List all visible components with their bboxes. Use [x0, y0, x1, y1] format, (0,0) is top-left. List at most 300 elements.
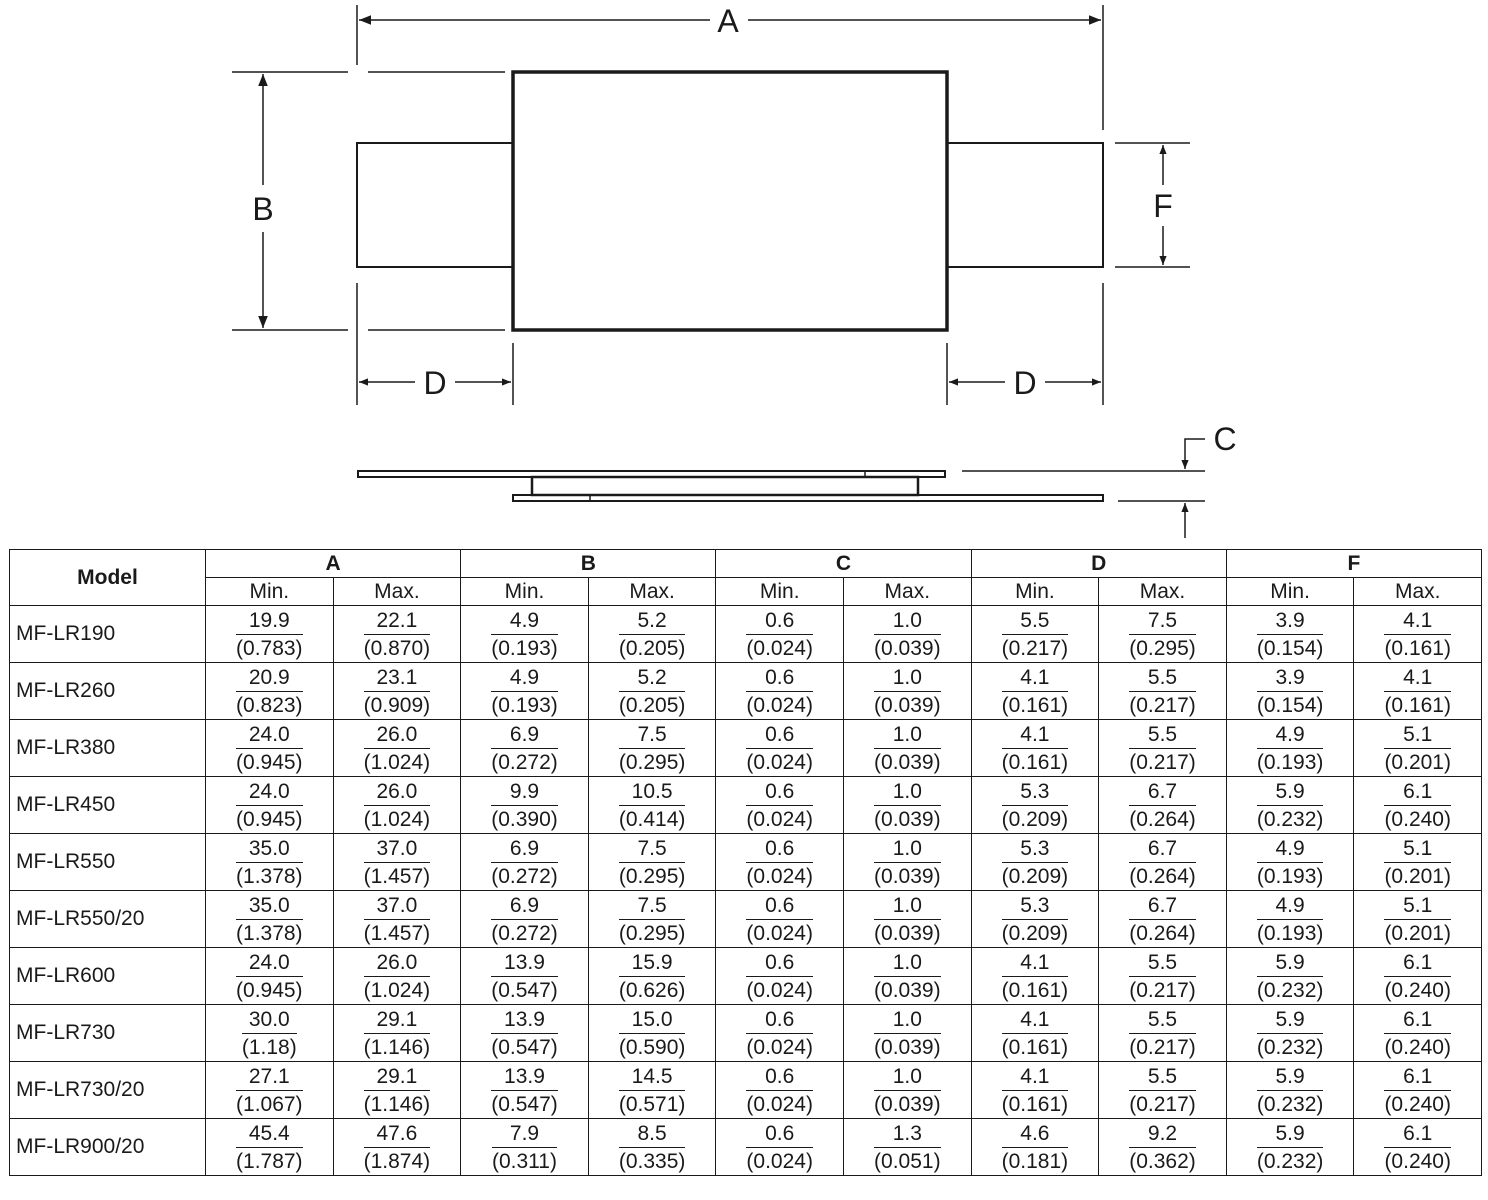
dimension-value	[874, 1120, 941, 1175]
inch-value: (0.161)	[1001, 750, 1069, 774]
millimeter-value: 0.6	[746, 1006, 813, 1034]
millimeter-value: 26.0	[364, 949, 431, 977]
inch-value: (0.272)	[491, 750, 558, 774]
millimeter-value: 0.6	[746, 664, 813, 692]
dimension-cell	[844, 663, 972, 720]
dimension-value	[242, 1006, 297, 1061]
dimension-value	[874, 1006, 941, 1061]
dimension-value	[236, 607, 303, 662]
dimension-cell	[333, 720, 461, 777]
millimeter-value: 4.1	[1002, 949, 1069, 977]
millimeter-value: 5.5	[1129, 1006, 1196, 1034]
dimension-cell	[1099, 834, 1227, 891]
table-body	[10, 606, 1482, 1176]
millimeter-value: 27.1	[236, 1063, 303, 1091]
millimeter-value: 4.1	[1384, 607, 1451, 635]
inch-value: (0.039)	[874, 978, 941, 1002]
dimension-value	[1002, 892, 1069, 947]
table-row	[10, 663, 1482, 720]
dimension-value	[1384, 778, 1451, 833]
millimeter-value: 37.0	[364, 835, 431, 863]
millimeter-value: 5.1	[1384, 835, 1451, 863]
inch-value: (0.039)	[874, 750, 941, 774]
inch-value: (0.154)	[1256, 693, 1324, 717]
dimension-c	[962, 439, 1205, 538]
dimension-value	[874, 607, 941, 662]
inch-value: (1.067)	[236, 1092, 303, 1116]
dimension-value	[619, 607, 686, 662]
millimeter-value: 3.9	[1257, 664, 1324, 692]
model-name: MF-LR550	[10, 834, 206, 891]
millimeter-value: 0.6	[746, 1063, 813, 1091]
millimeter-value: 4.1	[1002, 1006, 1069, 1034]
dimension-value	[746, 1120, 813, 1175]
min-header: Min.	[971, 578, 1099, 606]
inch-value: (1.146)	[363, 1092, 431, 1116]
dimension-value	[619, 1063, 686, 1118]
millimeter-value: 9.2	[1129, 1120, 1196, 1148]
dimension-value	[1002, 1120, 1069, 1175]
millimeter-value: 5.3	[1002, 835, 1069, 863]
millimeter-value: 0.6	[746, 1120, 813, 1148]
inch-value: (0.024)	[746, 864, 813, 888]
model-name: MF-LR730	[10, 1005, 206, 1062]
millimeter-value: 0.6	[746, 835, 813, 863]
inch-value: (0.870)	[363, 636, 431, 660]
dimension-cell	[588, 1005, 716, 1062]
millimeter-value: 29.1	[364, 1006, 431, 1034]
millimeter-value: 1.0	[874, 778, 941, 806]
inch-value: (0.264)	[1129, 921, 1196, 945]
inch-value: (0.154)	[1256, 636, 1324, 660]
millimeter-value: 5.9	[1257, 1120, 1324, 1148]
dimension-cell	[1354, 948, 1482, 1005]
inch-value: (0.909)	[363, 693, 431, 717]
millimeter-value: 5.9	[1257, 778, 1324, 806]
inch-value: (0.024)	[746, 636, 813, 660]
dimension-cell	[716, 1119, 844, 1176]
dimension-cell	[844, 948, 972, 1005]
inch-value: (0.217)	[1129, 1092, 1196, 1116]
dimension-cell	[1099, 1119, 1227, 1176]
dimension-cell	[588, 777, 716, 834]
dimension-cell	[844, 777, 972, 834]
table-row	[10, 606, 1482, 663]
dimension-cell	[461, 663, 589, 720]
inch-value: (0.590)	[618, 1035, 686, 1059]
dimension-value	[491, 721, 558, 776]
dimension-value	[236, 721, 303, 776]
min-header: Min.	[1226, 578, 1354, 606]
millimeter-value: 4.9	[491, 607, 558, 635]
millimeter-value: 5.2	[619, 664, 686, 692]
millimeter-value: 6.9	[491, 721, 558, 749]
inch-value: (0.217)	[1001, 636, 1069, 660]
inch-value: (1.024)	[363, 978, 431, 1002]
dimension-cell	[461, 777, 589, 834]
millimeter-value: 22.1	[364, 607, 431, 635]
dimension-value	[491, 892, 558, 947]
inch-value: (0.193)	[491, 636, 558, 660]
millimeter-value: 5.3	[1002, 778, 1069, 806]
millimeter-value: 6.1	[1384, 949, 1451, 977]
dimension-value	[1002, 835, 1069, 890]
inch-value: (0.039)	[874, 636, 941, 660]
dimension-value	[1002, 1006, 1069, 1061]
dimension-cell	[1226, 777, 1354, 834]
dimension-cell	[206, 606, 334, 663]
dimension-value	[364, 892, 431, 947]
inch-value: (0.217)	[1129, 978, 1196, 1002]
side-view	[358, 471, 1103, 501]
millimeter-value: 30.0	[242, 1006, 297, 1034]
dimension-cell	[1099, 720, 1227, 777]
inch-value: (0.024)	[746, 1092, 813, 1116]
inch-value: (1.18)	[241, 1035, 297, 1059]
dimension-cell	[716, 720, 844, 777]
group-header-row	[10, 550, 1482, 578]
dimension-value	[1129, 892, 1196, 947]
dimension-cell	[461, 720, 589, 777]
dimension-cell	[971, 834, 1099, 891]
inch-value: (0.201)	[1384, 864, 1451, 888]
dimension-value	[746, 1006, 813, 1061]
min-header: Min.	[206, 578, 334, 606]
millimeter-value: 6.1	[1384, 1006, 1451, 1034]
inch-value: (0.039)	[874, 807, 941, 831]
left-lead	[357, 143, 513, 267]
inch-value: (0.024)	[746, 807, 813, 831]
inch-value: (0.232)	[1256, 1035, 1324, 1059]
dimension-value	[1257, 1006, 1324, 1061]
dimension-value	[491, 835, 558, 890]
dimension-d-left-label: D	[423, 365, 447, 401]
inch-value: (0.209)	[1001, 921, 1069, 945]
dimension-cell	[1099, 777, 1227, 834]
dimension-cell	[206, 1062, 334, 1119]
dimension-a-label: A	[717, 3, 739, 39]
dimension-value	[1129, 607, 1196, 662]
millimeter-value: 24.0	[236, 721, 303, 749]
dimension-value	[1002, 1063, 1069, 1118]
millimeter-value: 5.5	[1129, 1063, 1196, 1091]
dimension-value	[746, 721, 813, 776]
dimension-value	[1129, 721, 1196, 776]
millimeter-value: 29.1	[364, 1063, 431, 1091]
max-header: Max.	[1354, 578, 1482, 606]
millimeter-value: 0.6	[746, 607, 813, 635]
dimension-value	[1129, 835, 1196, 890]
model-name: MF-LR600	[10, 948, 206, 1005]
millimeter-value: 24.0	[236, 949, 303, 977]
dimension-cell	[971, 777, 1099, 834]
dimension-value	[746, 892, 813, 947]
dimension-value	[1129, 949, 1196, 1004]
dimension-cell	[588, 834, 716, 891]
dimension-value	[746, 1063, 813, 1118]
dimension-value	[236, 664, 303, 719]
dimension-value	[1129, 1120, 1196, 1175]
dimension-cell	[716, 606, 844, 663]
millimeter-value: 14.5	[619, 1063, 686, 1091]
dimension-cell	[1226, 1062, 1354, 1119]
millimeter-value: 6.1	[1384, 1120, 1451, 1148]
dimension-cell	[1226, 606, 1354, 663]
dimension-cell	[1226, 948, 1354, 1005]
side-lower-lead	[513, 495, 1103, 501]
dimension-cell	[461, 1005, 589, 1062]
inch-value: (0.039)	[874, 1092, 941, 1116]
dimension-value	[874, 1063, 941, 1118]
millimeter-value: 1.0	[874, 835, 941, 863]
dimension-cell	[333, 663, 461, 720]
millimeter-value: 24.0	[236, 778, 303, 806]
inch-value: (1.146)	[363, 1035, 431, 1059]
inch-value: (0.571)	[618, 1092, 686, 1116]
inch-value: (0.240)	[1384, 1149, 1451, 1173]
inch-value: (0.240)	[1384, 1092, 1451, 1116]
millimeter-value: 3.9	[1257, 607, 1324, 635]
dimension-cell	[844, 1062, 972, 1119]
group-header-a: A	[206, 550, 461, 578]
millimeter-value: 5.2	[619, 607, 686, 635]
dimension-cell	[844, 834, 972, 891]
inch-value: (0.181)	[1001, 1149, 1069, 1173]
model-name: MF-LR730/20	[10, 1062, 206, 1119]
dimension-cell	[461, 606, 589, 663]
inch-value: (0.161)	[1384, 636, 1451, 660]
dimension-cell	[971, 1005, 1099, 1062]
dimension-cell	[588, 1119, 716, 1176]
dimension-value	[1002, 949, 1069, 1004]
dimension-value	[1129, 664, 1196, 719]
millimeter-value: 5.9	[1257, 1006, 1324, 1034]
component-body	[513, 72, 947, 330]
dimension-cell	[588, 948, 716, 1005]
dimension-value	[364, 949, 431, 1004]
dimension-value	[364, 778, 431, 833]
dimension-cell	[1354, 777, 1482, 834]
min-header: Min.	[461, 578, 589, 606]
millimeter-value: 1.0	[874, 892, 941, 920]
inch-value: (0.232)	[1256, 978, 1324, 1002]
dimension-value	[619, 721, 686, 776]
max-header: Max.	[1099, 578, 1227, 606]
dimension-cell	[1354, 1119, 1482, 1176]
dimension-value	[619, 778, 686, 833]
dimension-value	[364, 664, 431, 719]
inch-value: (0.024)	[746, 750, 813, 774]
inch-value: (0.264)	[1129, 807, 1196, 831]
model-name: MF-LR260	[10, 663, 206, 720]
millimeter-value: 6.9	[491, 835, 558, 863]
millimeter-value: 9.9	[491, 778, 558, 806]
millimeter-value: 5.5	[1129, 949, 1196, 977]
table-row	[10, 948, 1482, 1005]
inch-value: (0.193)	[1256, 864, 1324, 888]
dimension-cell	[1226, 720, 1354, 777]
dimension-cell	[1099, 1005, 1227, 1062]
millimeter-value: 0.6	[746, 778, 813, 806]
inch-value: (0.547)	[491, 1035, 558, 1059]
inch-value: (0.217)	[1129, 750, 1196, 774]
dimension-cell	[1099, 891, 1227, 948]
model-header: Model	[10, 550, 206, 606]
dimension-value	[236, 835, 303, 890]
millimeter-value: 6.1	[1384, 1063, 1451, 1091]
millimeter-value: 1.0	[874, 721, 941, 749]
inch-value: (0.024)	[746, 921, 813, 945]
model-name: MF-LR190	[10, 606, 206, 663]
dimension-cell	[333, 606, 461, 663]
millimeter-value: 1.0	[874, 607, 941, 635]
table-row	[10, 1119, 1482, 1176]
inch-value: (0.390)	[491, 807, 558, 831]
millimeter-value: 1.0	[874, 949, 941, 977]
inch-value: (1.024)	[363, 807, 431, 831]
dimension-value	[1384, 664, 1451, 719]
dimension-value	[746, 664, 813, 719]
inch-value: (0.945)	[236, 750, 303, 774]
dimension-cell	[844, 891, 972, 948]
dimension-cell	[716, 1062, 844, 1119]
dimension-cell	[971, 663, 1099, 720]
millimeter-value: 7.5	[619, 721, 686, 749]
millimeter-value: 0.6	[746, 949, 813, 977]
model-name: MF-LR380	[10, 720, 206, 777]
right-lead	[947, 143, 1103, 267]
dimension-cell	[971, 1119, 1099, 1176]
inch-value: (1.787)	[236, 1149, 303, 1173]
dimension-cell	[206, 720, 334, 777]
millimeter-value: 7.5	[619, 892, 686, 920]
inch-value: (1.457)	[363, 921, 431, 945]
dimension-cell	[461, 948, 589, 1005]
dimension-cell	[1099, 948, 1227, 1005]
dimension-cell	[1099, 663, 1227, 720]
dimension-cell	[1226, 1005, 1354, 1062]
top-view	[357, 72, 1103, 330]
inch-value: (0.272)	[491, 921, 558, 945]
millimeter-value: 6.9	[491, 892, 558, 920]
inch-value: (0.232)	[1256, 1092, 1324, 1116]
millimeter-value: 35.0	[236, 892, 303, 920]
dimension-value	[1257, 778, 1324, 833]
inch-value: (0.161)	[1384, 693, 1451, 717]
dimension-cell	[461, 834, 589, 891]
dimension-cell	[333, 834, 461, 891]
inch-value: (0.161)	[1001, 1035, 1069, 1059]
millimeter-value: 4.1	[1002, 721, 1069, 749]
group-header-f: F	[1226, 550, 1481, 578]
dimension-cell	[1099, 606, 1227, 663]
inch-value: (0.240)	[1384, 978, 1451, 1002]
millimeter-value: 47.6	[364, 1120, 431, 1148]
group-header-b: B	[461, 550, 716, 578]
inch-value: (0.335)	[618, 1149, 686, 1173]
dimension-value	[1129, 1006, 1196, 1061]
dimension-value	[491, 778, 558, 833]
dimension-cell	[588, 606, 716, 663]
millimeter-value: 4.1	[1002, 664, 1069, 692]
dimension-cell	[844, 720, 972, 777]
max-header: Max.	[588, 578, 716, 606]
millimeter-value: 5.5	[1129, 721, 1196, 749]
dimension-value	[1257, 607, 1324, 662]
inch-value: (0.295)	[618, 864, 686, 888]
dimension-value	[1257, 892, 1324, 947]
dimension-value	[1384, 892, 1451, 947]
dimension-value	[1129, 778, 1196, 833]
dimension-value	[1384, 607, 1451, 662]
dimension-cell	[716, 1005, 844, 1062]
inch-value: (0.024)	[746, 1149, 813, 1173]
dimension-cell	[461, 891, 589, 948]
dimension-value	[1002, 721, 1069, 776]
dimension-value	[1384, 949, 1451, 1004]
dimension-value	[1384, 721, 1451, 776]
millimeter-value: 5.1	[1384, 721, 1451, 749]
inch-value: (0.161)	[1001, 978, 1069, 1002]
dimension-value	[746, 949, 813, 1004]
millimeter-value: 4.9	[1257, 892, 1324, 920]
millimeter-value: 4.6	[1002, 1120, 1069, 1148]
millimeter-value: 7.9	[492, 1120, 557, 1148]
inch-value: (0.161)	[1001, 693, 1069, 717]
inch-value: (0.024)	[746, 1035, 813, 1059]
inch-value: (1.378)	[236, 921, 303, 945]
dimension-value	[1384, 1006, 1451, 1061]
millimeter-value: 4.9	[1257, 835, 1324, 863]
dimension-d	[357, 283, 1103, 405]
dimension-value	[364, 607, 431, 662]
dimension-cell	[1099, 1062, 1227, 1119]
inch-value: (0.193)	[1256, 750, 1324, 774]
inch-value: (0.272)	[491, 864, 558, 888]
dimension-cell	[1226, 834, 1354, 891]
dimension-value	[236, 892, 303, 947]
inch-value: (0.024)	[746, 693, 813, 717]
dimension-cell	[844, 1119, 972, 1176]
dimension-value	[1257, 1063, 1324, 1118]
inch-value: (0.232)	[1256, 807, 1324, 831]
group-header-c: C	[716, 550, 971, 578]
dimension-value	[874, 664, 941, 719]
inch-value: (0.039)	[874, 921, 941, 945]
dimension-cell	[1354, 720, 1482, 777]
table-row	[10, 1062, 1482, 1119]
dimension-value	[1002, 607, 1069, 662]
dimension-value	[236, 949, 303, 1004]
inch-value: (0.295)	[618, 921, 686, 945]
group-header-d: D	[971, 550, 1226, 578]
dimension-value	[1257, 835, 1324, 890]
dimension-value	[364, 1120, 431, 1175]
millimeter-value: 15.0	[619, 1006, 686, 1034]
millimeter-value: 15.9	[619, 949, 686, 977]
inch-value: (1.024)	[363, 750, 431, 774]
dimension-cell	[588, 891, 716, 948]
dimension-cell	[844, 606, 972, 663]
subheader-row	[10, 578, 1482, 606]
dimension-cell	[206, 777, 334, 834]
millimeter-value: 8.5	[619, 1120, 686, 1148]
millimeter-value: 6.7	[1129, 778, 1196, 806]
dimension-value	[491, 607, 558, 662]
inch-value: (0.039)	[874, 864, 941, 888]
inch-value: (0.201)	[1384, 750, 1451, 774]
dimension-cell	[1354, 1062, 1482, 1119]
